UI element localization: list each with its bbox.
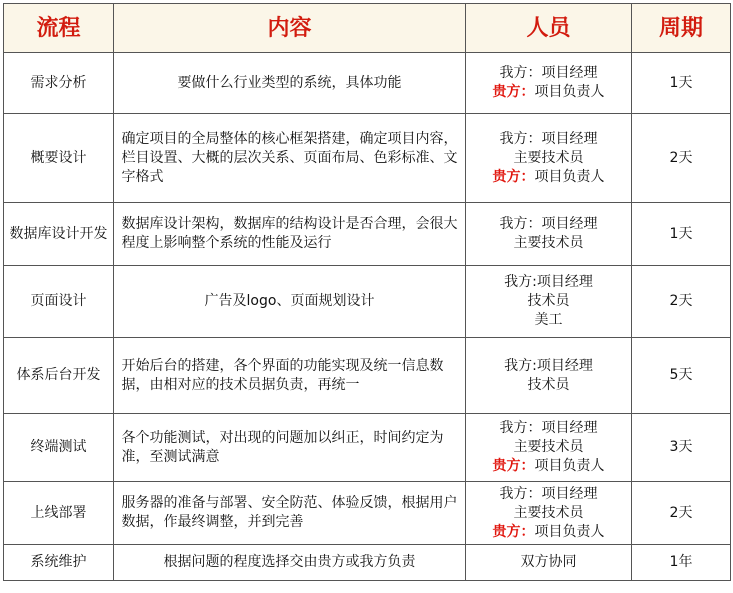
staff-side-label: 我方： xyxy=(499,485,542,502)
period-cell: 3天 xyxy=(632,414,731,482)
staff-role: 项目经理 xyxy=(541,65,598,81)
staff-role: 技术员 xyxy=(527,293,570,309)
staff-side-label: 贵方： xyxy=(492,458,535,474)
staff-line xyxy=(470,311,627,330)
staff-role: 项目经理 xyxy=(536,357,593,374)
staff-cell xyxy=(466,114,632,203)
staff-cell xyxy=(466,338,632,414)
staff-line xyxy=(470,357,627,376)
staff-line xyxy=(470,292,627,311)
content-cell xyxy=(114,53,466,114)
period-cell: 2天 xyxy=(632,114,731,203)
table-row xyxy=(4,338,731,414)
staff-side-label: 贵方： xyxy=(492,168,535,185)
staff-role: 项目经理 xyxy=(541,130,598,147)
header-process: 流程 xyxy=(4,4,114,53)
period-cell: 1年 xyxy=(632,545,731,581)
staff-line xyxy=(470,553,627,572)
staff-role: 项目负责人 xyxy=(534,458,605,474)
staff-cell xyxy=(466,414,632,482)
process-cell: 系统维护 xyxy=(4,545,114,581)
staff-line xyxy=(470,234,627,253)
content-text: 各个功能测试，对出现的问题加以纠正，时间约定为准，至测试满意 xyxy=(121,429,444,465)
staff-role: 主要技术员 xyxy=(513,149,584,166)
content-text: 要做什么行业类型的系统，具体功能 xyxy=(177,74,402,91)
header-content: 内容 xyxy=(114,4,466,53)
schedule-body xyxy=(4,53,731,581)
content-cell xyxy=(114,414,466,482)
staff-role: 技术员 xyxy=(527,376,570,393)
staff-role: 主要技术员 xyxy=(513,504,584,521)
staff-role: 项目经理 xyxy=(541,216,598,232)
content-text: 根据问题的程度选择交由贵方或我方负责 xyxy=(163,554,416,570)
staff-role: 项目经理 xyxy=(541,485,598,502)
staff-role: 主要技术员 xyxy=(513,235,584,251)
table-row xyxy=(4,203,731,266)
content-text: 广告及logo、页面规划设计 xyxy=(204,293,375,309)
header-period: 周期 xyxy=(632,4,731,53)
staff-cell xyxy=(466,545,632,581)
table-row xyxy=(4,266,731,338)
staff-cell xyxy=(466,266,632,338)
period-cell: 1天 xyxy=(632,53,731,114)
period-cell: 2天 xyxy=(632,482,731,545)
staff-role: 项目负责人 xyxy=(534,84,605,100)
process-cell: 概要设计 xyxy=(4,114,114,203)
staff-line xyxy=(470,438,627,457)
staff-role: 双方协同 xyxy=(520,554,577,570)
content-text: 开始后台的搭建，各个界面的功能实现及统一信息数据，由相对应的技术员据负责，再统一 xyxy=(121,357,444,393)
staff-line xyxy=(470,504,627,523)
process-cell: 上线部署 xyxy=(4,482,114,545)
staff-line xyxy=(470,485,627,504)
staff-role: 项目经理 xyxy=(536,274,593,290)
staff-cell xyxy=(466,482,632,545)
table-row xyxy=(4,545,731,581)
client-staff-line xyxy=(470,457,627,476)
staff-side-label: 我方: xyxy=(504,274,537,290)
content-cell xyxy=(114,545,466,581)
staff-side-label: 我方： xyxy=(499,216,542,232)
content-cell xyxy=(114,482,466,545)
process-cell: 页面设计 xyxy=(4,266,114,338)
period-cell: 2天 xyxy=(632,266,731,338)
table-row xyxy=(4,53,731,114)
process-cell: 需求分析 xyxy=(4,53,114,114)
header-staff: 人员 xyxy=(466,4,632,53)
content-text: 确定项目的全局整体的核心框架搭建，确定项目内容，栏目设置、大概的层次关系、页面布局、色彩标准、文字格式 xyxy=(121,130,458,185)
client-staff-line xyxy=(470,168,627,187)
staff-role: 美工 xyxy=(534,312,563,328)
content-cell xyxy=(114,266,466,338)
staff-side-label: 我方： xyxy=(499,65,542,81)
project-schedule-table xyxy=(3,3,731,581)
content-text: 服务器的准备与部署、安全防范、体验反馈，根据用户数据，作最终调整，并到完善 xyxy=(121,495,458,530)
staff-side-label: 我方： xyxy=(499,420,542,436)
staff-role: 项目经理 xyxy=(541,420,598,436)
staff-side-label: 我方： xyxy=(499,130,542,147)
table-row xyxy=(4,114,731,203)
staff-line xyxy=(470,419,627,438)
header-row xyxy=(4,4,731,53)
staff-line xyxy=(470,130,627,149)
content-text: 数据库设计架构，数据库的结构设计是否合理，会很大程度上影响整个系统的性能及运行 xyxy=(121,216,458,251)
staff-cell xyxy=(466,53,632,114)
content-cell xyxy=(114,114,466,203)
process-cell: 体系后台开发 xyxy=(4,338,114,414)
client-staff-line xyxy=(470,523,627,542)
process-cell: 终端测试 xyxy=(4,414,114,482)
process-cell: 数据库设计开发 xyxy=(4,203,114,266)
staff-line xyxy=(470,376,627,395)
staff-role: 项目负责人 xyxy=(534,168,605,185)
staff-side-label: 贵方： xyxy=(492,84,535,100)
table-row xyxy=(4,414,731,482)
staff-side-label: 贵方： xyxy=(492,523,535,540)
period-cell: 5天 xyxy=(632,338,731,414)
staff-line xyxy=(470,273,627,292)
staff-line xyxy=(470,64,627,83)
staff-line xyxy=(470,149,627,168)
client-staff-line xyxy=(470,83,627,102)
staff-role: 主要技术员 xyxy=(513,439,584,455)
period-cell: 1天 xyxy=(632,203,731,266)
staff-side-label: 我方: xyxy=(504,357,537,374)
staff-line xyxy=(470,215,627,234)
staff-cell xyxy=(466,203,632,266)
staff-role: 项目负责人 xyxy=(534,523,605,540)
table-row xyxy=(4,482,731,545)
content-cell xyxy=(114,338,466,414)
content-cell xyxy=(114,203,466,266)
